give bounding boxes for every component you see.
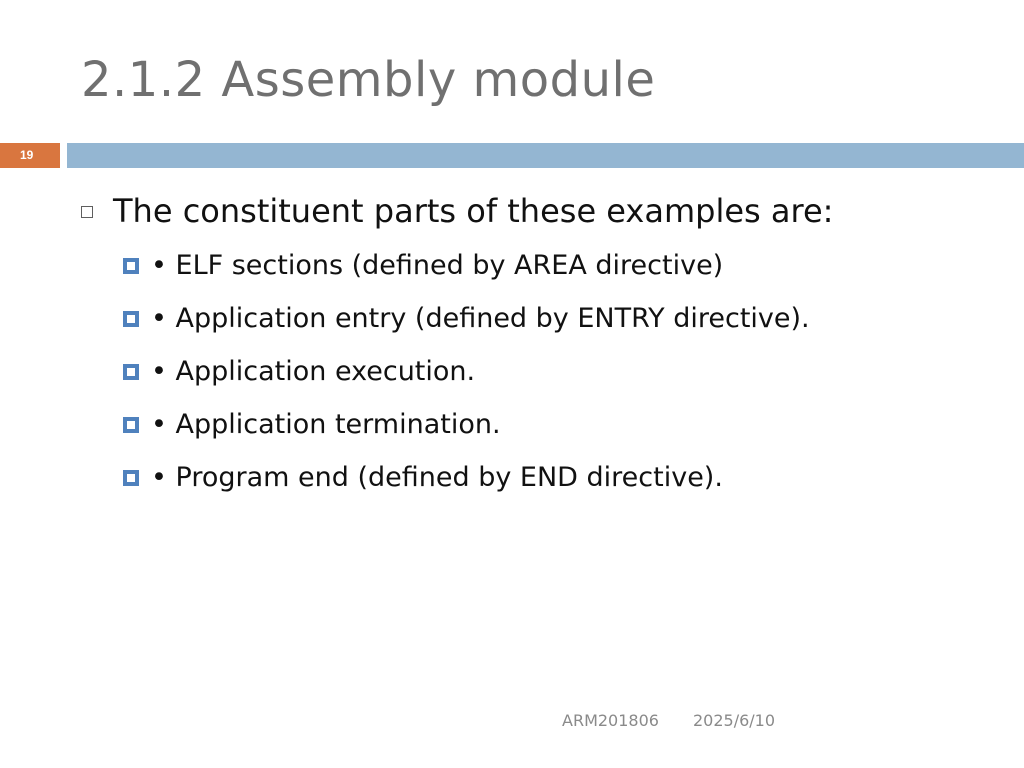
slide-title: 2.1.2 Assembly module: [81, 52, 656, 108]
main-bullet-text: The constituent parts of these examples are:: [113, 192, 834, 230]
footer-course-code: ARM201806: [562, 711, 659, 730]
list-item-text: • Application termination.: [151, 409, 501, 440]
list-item: [123, 409, 501, 440]
list-item-text: • Application execution.: [151, 356, 476, 387]
footer-date: 2025/6/10: [693, 711, 776, 730]
square-bullet-icon: [123, 470, 139, 486]
page-number: 19: [20, 148, 34, 162]
square-bullet-icon: [123, 258, 139, 274]
header-bar: [67, 143, 1024, 168]
hollow-square-icon: [81, 206, 93, 218]
page-number-badge: [0, 143, 60, 168]
main-bullet: [81, 192, 833, 230]
list-item: [123, 250, 723, 281]
square-bullet-icon: [123, 364, 139, 380]
list-item: [123, 356, 475, 387]
square-bullet-icon: [123, 311, 139, 327]
list-item-text: • Program end (defined by END directive).: [151, 462, 723, 493]
list-item-text: • ELF sections (defined by AREA directive): [151, 250, 724, 281]
list-item: [123, 303, 810, 334]
list-item-text: • Application entry (defined by ENTRY directive).: [151, 303, 810, 334]
square-bullet-icon: [123, 417, 139, 433]
list-item: [123, 462, 723, 493]
